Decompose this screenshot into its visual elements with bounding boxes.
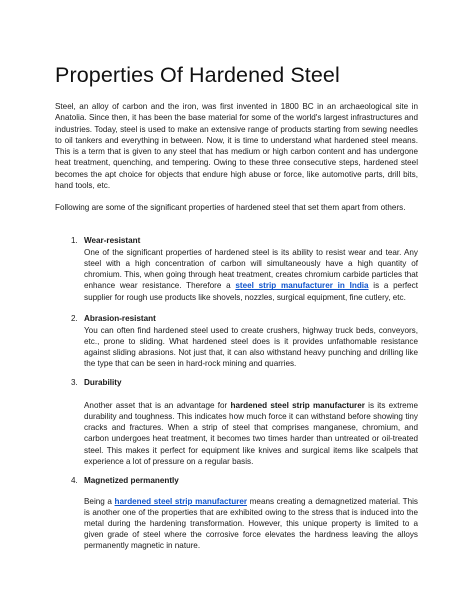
bold-hardened-steel-strip-manufacturer: hardened steel strip manufacturer [230, 400, 365, 410]
link-hardened-steel-strip-manufacturer[interactable]: hardened steel strip manufacturer [114, 497, 248, 506]
page-title: Properties Of Hardened Steel [55, 63, 340, 87]
durability-text: Another asset that is an advantage for hardened steel strip manufacturer is its extreme durability and toughness. This indicates how much force it can withstand before showing tiny cracks and fractures. When a strip of steel that comprises manganese, chromium, and carbon undergoes heat treatment, it becomes two times harder than untreated or oil-treated steel. This makes it perfect for equipment like knives and surgical items like scalpels that experience a lot of pressure on a regular basis. [84, 400, 418, 466]
abrasion-resistant-text: You can often find hardened steel used to create crushers, highway truck beds, conveyors, etc., prone to sliding. What hardened steel does is it provides unfathomable resistance against sliding abrasions. Not just that, it can also withstand heavy punching and drilling like the type that can be seen in hard-rock mining and quarries. [84, 325, 418, 369]
list-number-1: 1. [71, 236, 78, 245]
wear-resistant-text: One of the significant properties of hardened steel is its ability to resist wear and tear. Any steel with a high concentration of carbon will simultaneously have a high quantity of chromium. This, when going through heat treatment, creates chromium carbide particles that enhance wear resistance. Therefore a steel strip manufacturer in India is a perfect supplier for rough use products like shovels, nozzles, surgical equipment, fine cutlery, etc. [84, 247, 419, 302]
magnetized-text: Being a hardened steel strip manufacturer means creating a demagnetized material. This is another one of the properties that are exhibited owing to the stress that is induced into the metal during the hardening transformation. However, this unique property is limited to a given grade of steel where the corrosive force elevates the hardness leaving the alloys permanently magnetic in nature. [84, 497, 418, 550]
list-number-2: 2. [71, 314, 78, 323]
intro-paragraph: Steel, an alloy of carbon and the iron, was first invented in 1800 BC in an archaeological site in Anatolia. Since then, it has been the base material for some of the world's largest infrastructures and industries. Today, steel is used to make an extensive range of products starting from sewing needles to oil tankers and everything in between. Now, it is time to understand what hardened steel means. This is a term that is given to any steel that has medium or high carbon content and has undergone heat treatment, quenching, and tempering. Owing to these three consecutive steps, hardened steel becomes the apt choice for objects that endure high abuse or force, like automotive parts, drill bits, hand tools, etc. [55, 102, 418, 191]
heading-magnetized-permanently: Magnetized permanently [84, 476, 179, 485]
list-number-4: 4. [71, 476, 78, 485]
heading-durability: Durability [84, 378, 122, 387]
heading-abrasion-resistant: Abrasion-resistant [84, 314, 156, 323]
list-number-3: 3. [71, 378, 78, 387]
link-steel-strip-manufacturer-india[interactable]: steel strip manufacturer in India [235, 281, 369, 291]
lead-paragraph: Following are some of the significant properties of hardened steel that set them apart from others. [55, 203, 406, 212]
heading-wear-resistant: Wear-resistant [84, 236, 141, 245]
